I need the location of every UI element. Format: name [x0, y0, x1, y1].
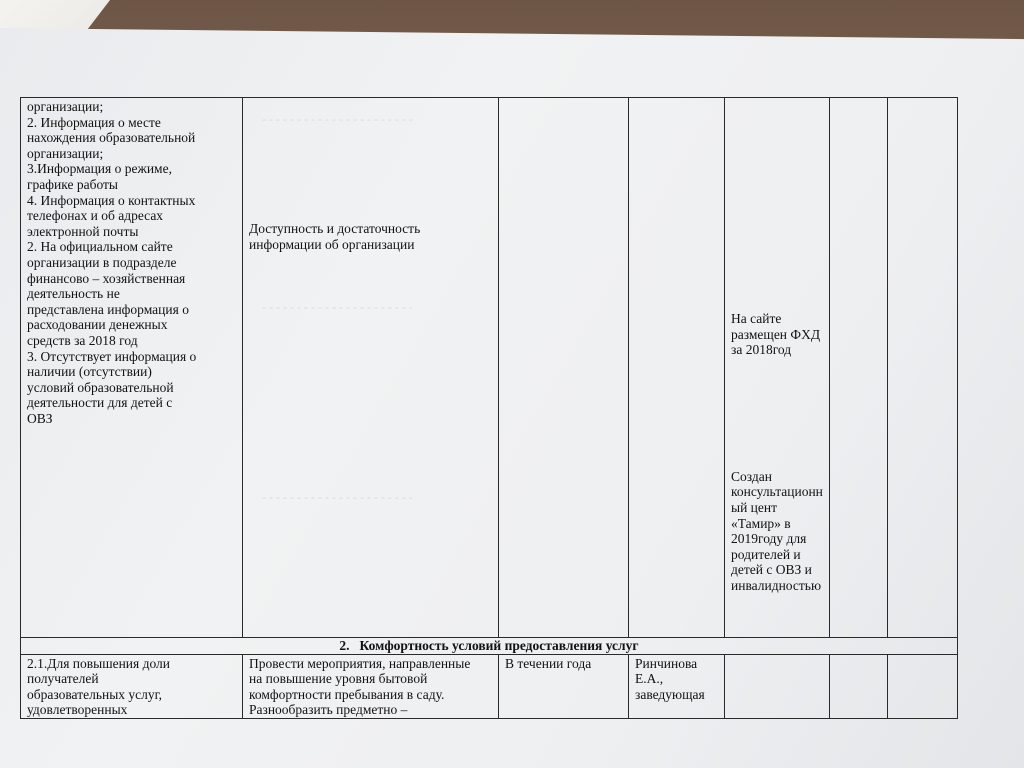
text-line: информации об организации	[249, 236, 415, 252]
section-title: Комфортность условий предоставления услуг	[359, 638, 639, 653]
text-line: Создан	[731, 468, 772, 484]
table-row	[21, 654, 958, 718]
text-line: организации;	[27, 99, 104, 114]
table-row	[21, 98, 958, 638]
text-line: расходовании денежных	[27, 317, 168, 333]
text-line: Провести мероприятия, направленные	[249, 655, 471, 671]
text-line: 2. На официальном сайте	[27, 239, 173, 255]
bleed-through-text: - - - - - - - - - - - - - - - - - - - - - -	[262, 112, 413, 126]
text-line: 3. Отсутствует информация о	[27, 348, 197, 364]
text-line: нахождения образовательной	[27, 130, 196, 146]
text-line: за 2018год	[731, 342, 792, 358]
empty-cell	[887, 98, 957, 638]
measures-cell	[243, 98, 499, 638]
text-line: заведующая	[635, 686, 705, 702]
text-line: средств за 2018 год	[27, 332, 138, 348]
text-line: детей с ОВЗ и	[731, 562, 812, 578]
measures-cell	[243, 654, 499, 718]
text-line: организации;	[27, 145, 104, 161]
text-line: 4. Информация о контактных	[27, 192, 196, 208]
section-header	[21, 638, 958, 655]
text-line: размещен ФХД	[731, 326, 821, 342]
empty-cell	[829, 98, 887, 638]
empty-cell	[887, 654, 957, 718]
results-cell	[725, 654, 830, 718]
plan-table	[20, 97, 958, 719]
text-line: деятельности для детей с	[27, 395, 173, 411]
responsible-cell	[629, 654, 725, 718]
text-line: образовательных услуг,	[27, 686, 163, 702]
text-line: На сайте	[731, 311, 782, 326]
text-line: консультационн	[731, 484, 823, 500]
bleed-through-text: - - - - - - - - - - - - - - - - - - - - - -	[262, 490, 413, 504]
section-header-row	[21, 638, 958, 655]
deficiencies-cell	[21, 654, 243, 718]
text-line: 3.Информация о режиме,	[27, 161, 172, 177]
text-line: ОВЗ	[27, 410, 53, 426]
text-line: «Тамир» в	[731, 515, 791, 531]
text-line: графике работы	[27, 176, 118, 192]
text-line: родителей и	[731, 546, 801, 562]
text-line: наличии (отсутствии)	[27, 364, 152, 380]
text-line: 2019году для	[731, 531, 807, 547]
text-line: представлена информация о	[27, 301, 189, 317]
responsible-cell	[629, 98, 725, 638]
deadline-cell	[499, 98, 629, 638]
deficiencies-cell	[21, 98, 243, 638]
text-line: получателей	[27, 671, 99, 687]
results-cell	[725, 98, 830, 638]
text-line: комфортности пребывания в саду.	[249, 686, 445, 702]
text-line: финансово – хозяйственная	[27, 270, 186, 286]
text-line: ый цент	[731, 499, 778, 515]
empty-cell	[829, 654, 887, 718]
text-line: Ринчинова	[635, 655, 698, 671]
text-line: Доступность и достаточность	[249, 221, 421, 236]
text-line: удовлетворенных	[27, 702, 128, 718]
text-line: В течении года	[505, 655, 592, 671]
text-line: 2. Информация о месте	[27, 114, 161, 130]
text-line: инвалидностью	[731, 577, 822, 593]
text-line: деятельность не	[27, 286, 120, 302]
text-line: 2.1.Для повышения доли	[27, 655, 171, 671]
text-line: Е.А.,	[635, 671, 664, 687]
deadline-cell	[499, 654, 629, 718]
section-number: 2.	[339, 638, 350, 653]
text-line: электронной почты	[27, 223, 139, 239]
text-line: организации в подразделе	[27, 254, 177, 270]
bleed-through-text: - - - - - - - - - - - - - - - - - - - - - -	[262, 300, 413, 314]
text-line: Разнообразить предметно –	[249, 702, 408, 718]
text-line: телефонах и об адресах	[27, 208, 164, 224]
text-line: условий образовательной	[27, 379, 174, 395]
text-line: на повышение уровня бытовой	[249, 671, 428, 687]
